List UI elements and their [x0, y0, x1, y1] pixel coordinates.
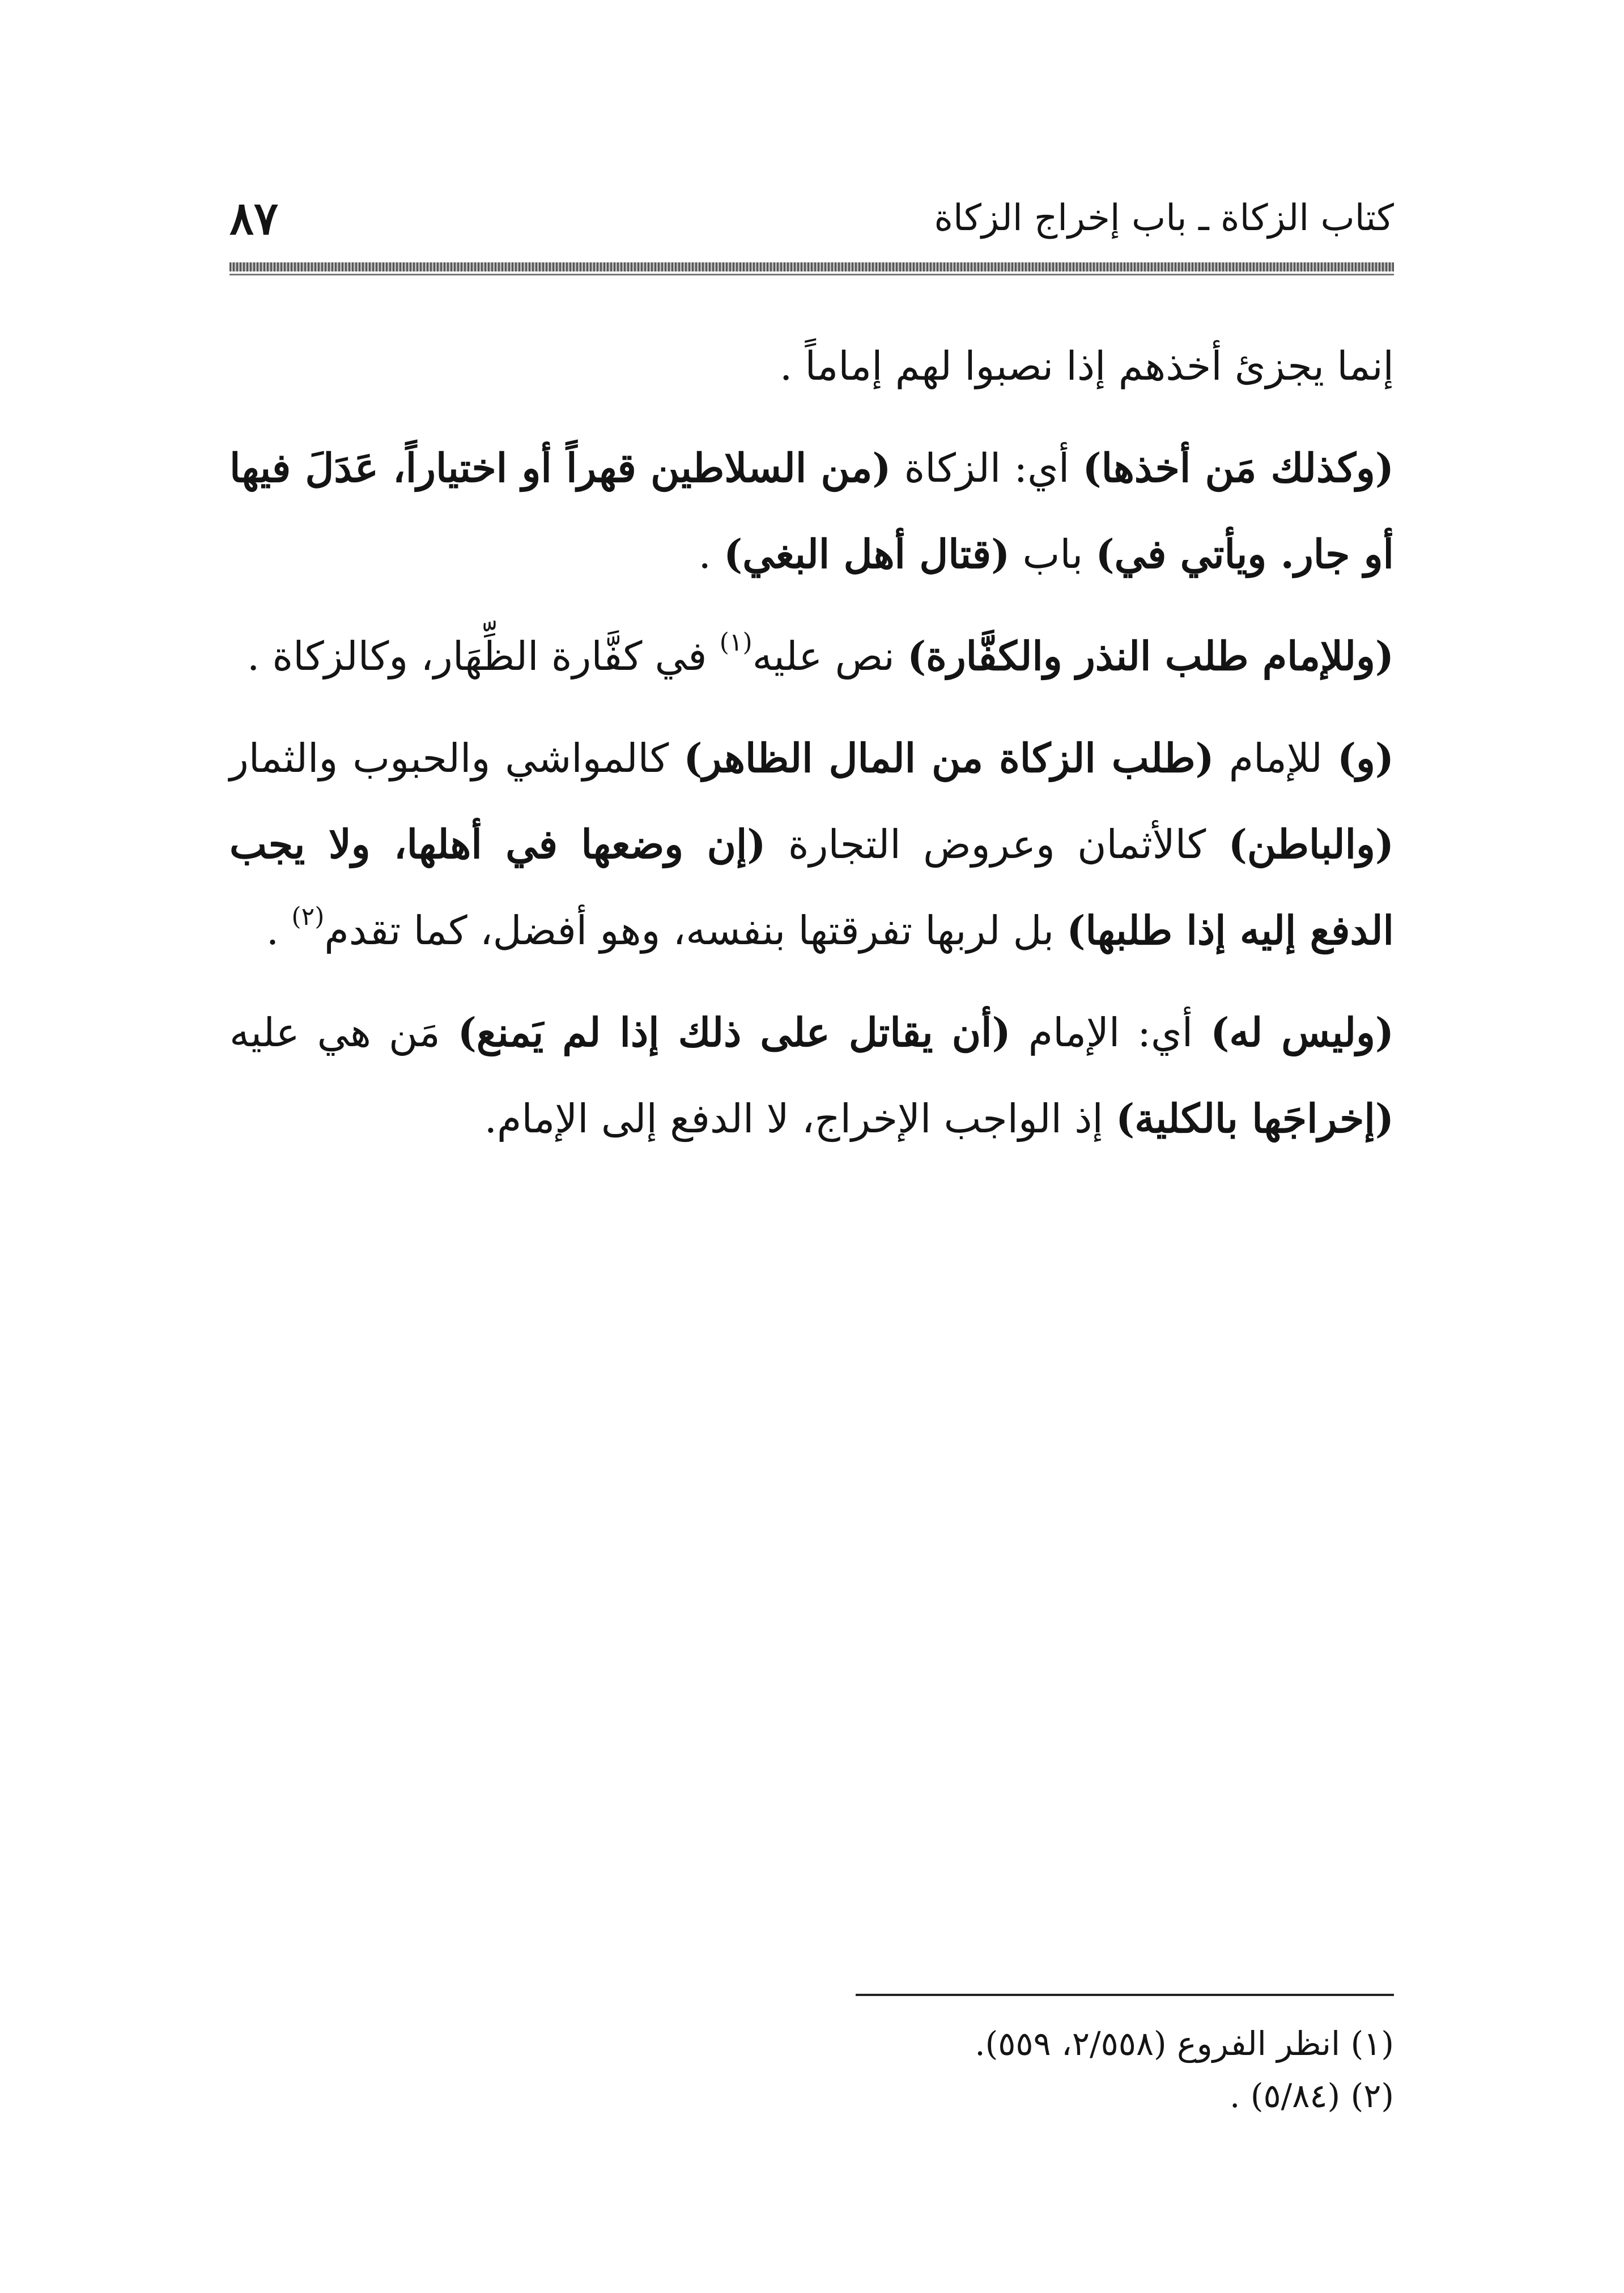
paragraph — [229, 990, 1394, 1162]
paragraph — [229, 323, 1394, 409]
body-text — [229, 323, 1394, 1178]
sharh-text: نص عليه — [752, 633, 908, 680]
footnote-2: (٢) (٥/٨٤) . — [1229, 2077, 1394, 2115]
matn-text: (و) — [1337, 734, 1394, 782]
sharh-text: . — [698, 531, 724, 578]
footnote-ref: (١) — [719, 628, 753, 657]
sharh-text: كالمواشي والحبوب والثمار — [229, 735, 684, 782]
matn-text: (طلب الزكاة من المال الظاهر) — [683, 734, 1214, 782]
sharh-text: أي: الإمام — [1010, 1009, 1211, 1056]
matn-text: (أن يقاتل على ذلك إذا لم يَمنع) — [457, 1009, 1011, 1056]
sharh-text: أي: الزكاة — [891, 445, 1083, 491]
header-rule — [229, 262, 1394, 271]
sharh-text: . — [266, 907, 292, 954]
footnote-1: (١) انظر الفروع (٢/٥٥٨، ٥٥٩). — [975, 2024, 1394, 2063]
header-rule-thin — [229, 274, 1394, 275]
matn-text: (والباطن) — [1228, 821, 1394, 868]
page-header — [229, 187, 1394, 249]
paragraph — [229, 425, 1394, 597]
sharh-text: للإمام — [1214, 735, 1337, 782]
matn-text: (وكذلك مَن أخذها) — [1082, 444, 1394, 491]
paragraph — [229, 613, 1394, 699]
sharh-text: مَن هي عليه — [229, 1009, 458, 1056]
sharh-text: إنما يجزئ أخذهم إذا نصبوا لهم إماماً . — [779, 343, 1394, 389]
footnotes — [229, 2018, 1394, 2122]
matn-text: (من السلاطين قهراً أو اختياراً، عَدَلَ فيها أو جار. ويأتي في) — [229, 444, 1394, 578]
sharh-text: إذ الواجب الإخراج، لا الدفع إلى الإمام. — [484, 1095, 1116, 1142]
sharh-text: بل لربها تفرقتها بنفسه، وهو أفضل، كما تقدم — [324, 907, 1067, 954]
page-number: ٨٧ — [229, 192, 278, 245]
matn-text: (إن وضعها في أهلها، ولا يجب الدفع إليه إذا طلبها) — [229, 821, 1394, 954]
matn-text: (إخراجَها بالكلية) — [1116, 1095, 1394, 1142]
footnote-ref: (٢) — [291, 902, 325, 931]
matn-text: (قتال أهل البغي) — [724, 530, 1010, 578]
sharh-text: كالأثمان وعروض التجارة — [766, 821, 1228, 868]
sharh-text: باب — [1010, 531, 1096, 578]
footnote-separator — [856, 1994, 1394, 1996]
matn-text: (وليس له) — [1210, 1009, 1395, 1056]
sharh-text: في كفَّارة الظِّهَار، وكالزكاة . — [246, 633, 720, 680]
paragraph — [229, 715, 1394, 974]
matn-text: (وللإمام طلب النذر والكفَّارة) — [907, 632, 1394, 680]
running-title: كتاب الزكاة ـ باب إخراج الزكاة — [934, 197, 1394, 239]
